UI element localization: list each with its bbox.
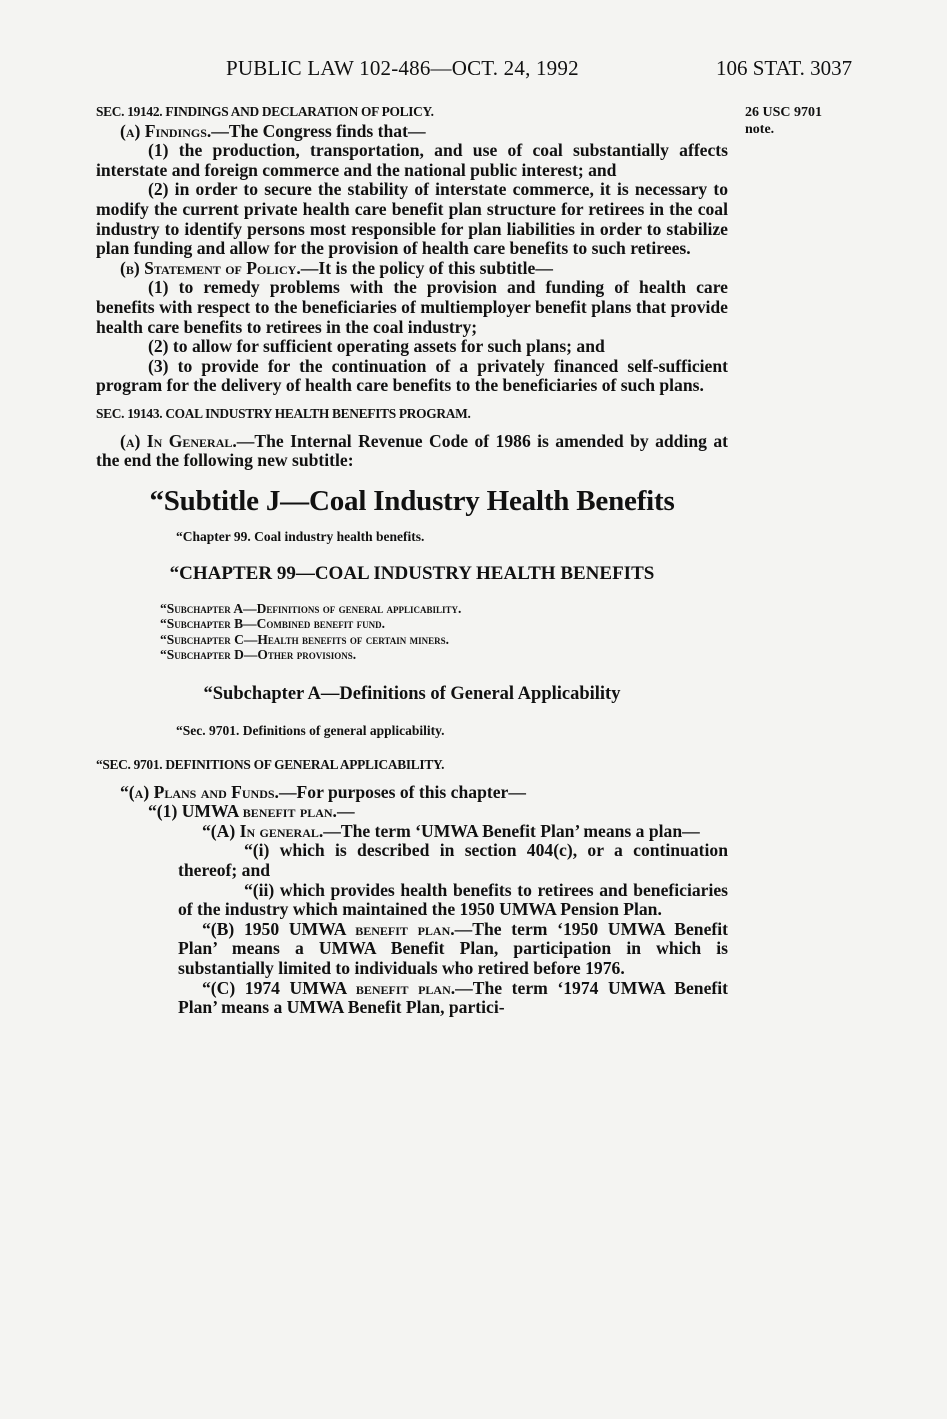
- sec-9701-p1-text: —: [336, 801, 355, 822]
- subchapter-list: [160, 601, 728, 663]
- subchapter-d: “Subchapter D—Other provisions.: [160, 647, 357, 663]
- sec-19142-heading: SEC. 19142. FINDINGS AND DECLARATION OF POLICY.: [96, 104, 434, 119]
- sec-19142-b: [96, 259, 728, 279]
- sec-9701-pA-label: “(A) In general.: [202, 820, 324, 841]
- sec-9701-p1-label: “(1) UMWA benefit plan.: [148, 801, 337, 822]
- margin-note: [745, 104, 822, 138]
- sec-19142-b3: (3) to provide for the continuation of a privately financed self-sufficient program for the delivery of health care benefits to the beneficiaries of such plans.: [96, 355, 728, 396]
- sec-19142-b1: (1) to remedy problems with the provision and funding of health care benefits with respect to the beneficiaries of multiemployer benefit plans that provide health care benefits to retirees in the coal industry;: [96, 277, 728, 337]
- sec-19142-a1: (1) the production, transportation, and use of coal substantially affects interstate and foreign commerce and the national public interest; and: [96, 140, 728, 180]
- sec-19142-a-label: (a) Findings.: [120, 120, 212, 141]
- sec-19143-a-label: (a) In General.: [120, 430, 237, 451]
- sec-19142-b-text: —It is the policy of this subtitle—: [300, 257, 553, 278]
- sec-9701-heading: “SEC. 9701. DEFINITIONS OF GENERAL APPLICABILITY.: [96, 757, 445, 773]
- margin-note-line1: 26 USC 9701: [745, 105, 823, 120]
- sec-9701-a: [96, 783, 728, 803]
- subchapter-a-title: “Subchapter A—Definitions of General Applicability: [203, 684, 621, 705]
- sec-9701-a-label: “(a) Plans and Funds.: [120, 781, 279, 802]
- sec-19143-a: [96, 432, 728, 471]
- sec-19142-b-label: (b) Statement of Policy.: [120, 257, 301, 278]
- subchapter-b: “Subchapter B—Combined benefit fund.: [160, 616, 386, 632]
- sec-9701-pB: [96, 920, 728, 979]
- section-ref: “Sec. 9701. Definitions of general applicability.: [176, 723, 445, 739]
- sec-19142-a: [96, 122, 728, 142]
- sec-19142-b2: (2) to allow for sufficient operating assets for such plans; and: [148, 336, 605, 357]
- subchapter-a: “Subchapter A—Definitions of general applicability.: [160, 600, 462, 616]
- sec-9701-pii: “(ii) which provides health benefits to retirees and beneficiaries of the industry which maintained the 1950 UMWA Pension Plan.: [178, 879, 728, 920]
- sec-9701-pB-label: “(B) 1950 UMWA benefit plan.: [202, 918, 455, 939]
- running-header-title: PUBLIC LAW 102-486—OCT. 24, 1992: [226, 56, 579, 80]
- sec-19142-a-text: —The Congress finds that—: [211, 120, 426, 141]
- sec-19143-heading: SEC. 19143. COAL INDUSTRY HEALTH BENEFITS PROGRAM.: [96, 405, 471, 421]
- running-header-page: 106 STAT. 3037: [716, 56, 853, 80]
- subchapter-c: “Subchapter C—Health benefits of certain miners.: [160, 631, 449, 647]
- sec-9701-pA-text: —The term ‘UMWA Benefit Plan’ means a plan—: [323, 820, 700, 841]
- chapter-title: “CHAPTER 99—COAL INDUSTRY HEALTH BENEFITS: [169, 562, 655, 584]
- margin-note-line2: note.: [745, 122, 775, 137]
- sec-9701-pC-text: —The term ‘1974 UMWA Benefit Plan’ means a UMWA Benefit Plan, partici-: [178, 977, 728, 1018]
- body-text: [96, 102, 728, 1018]
- sec-9701-pC-label: “(C) 1974 UMWA benefit plan.: [202, 977, 456, 998]
- sec-9701-a-text: —For purposes of this chapter—: [278, 781, 526, 802]
- sec-19142-a2: (2) in order to secure the stability of interstate commerce, it is necessary to modify the current private health care benefit plan structure for retirees in the coal industry to identify persons most responsible for plan liabilities in order to stabilize plan funding and allow for the provision of health care benefits to such retirees.: [96, 179, 728, 259]
- sec-9701-pi: “(i) which is described in section 404(c), or a continuation thereof; and: [178, 840, 728, 881]
- sec-9701-pC: [96, 979, 728, 1018]
- sec-9701-pB-text: —The term ‘1950 UMWA Benefit Plan’ means a UMWA Benefit Plan, participation in which is substantially limited to individuals who retired before 1976.: [178, 918, 728, 978]
- chapter-ref: “Chapter 99. Coal industry health benefits.: [176, 528, 425, 544]
- subtitle-title: “Subtitle J—Coal Industry Health Benefits: [149, 484, 675, 517]
- sec-9701-pA: [96, 822, 728, 842]
- sec-19143-a-text: —The Internal Revenue Code of 1986 is amended by adding at the end the following new subtitle:: [96, 430, 728, 471]
- sec-9701-p1: [96, 802, 728, 822]
